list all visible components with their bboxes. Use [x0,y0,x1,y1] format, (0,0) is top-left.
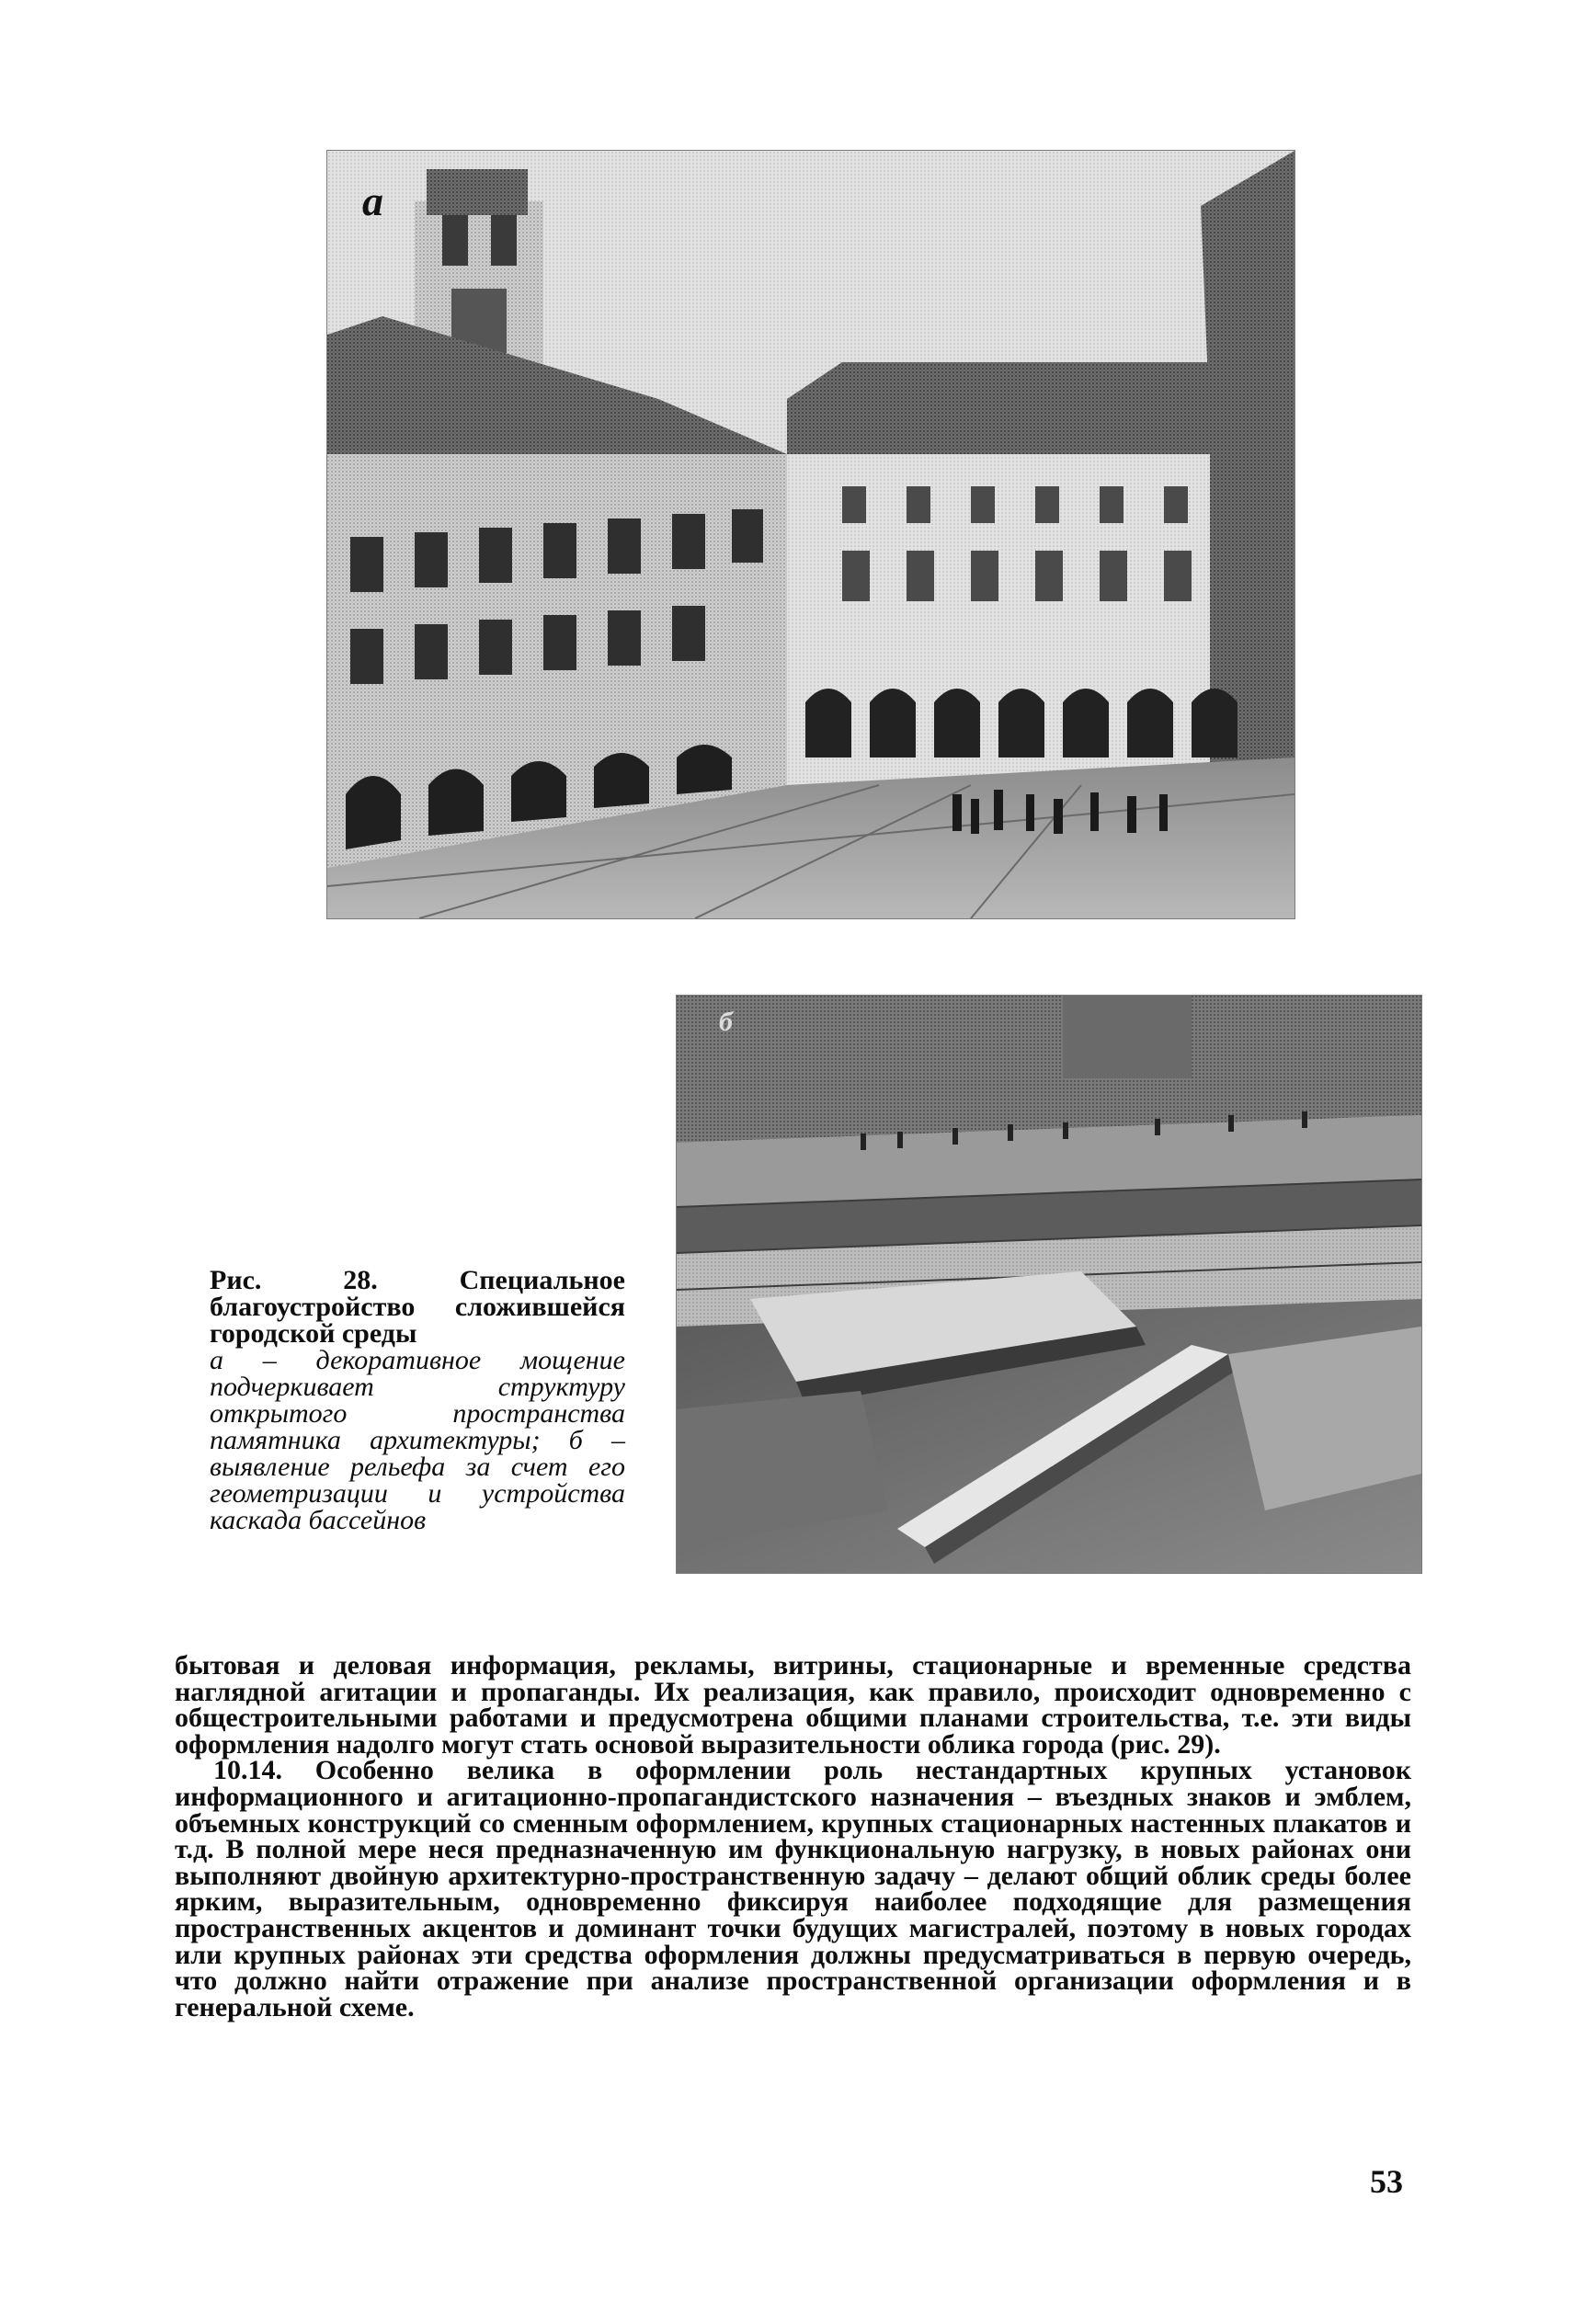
photo-pool-cascade [676,995,1422,1574]
courtyard-illustration [327,151,1295,918]
photo-a-label: а [362,177,383,224]
page-number: 53 [1370,2163,1403,2200]
pool-cascade-illustration [677,996,1421,1573]
photo-b-label: б [719,1007,733,1037]
caption-title: Рис. 28. Специальное благоустройство сложившейся городской среды [210,1265,625,1349]
paragraph-2: 10.14. Особенно велика в оформлении роль нестандартных крупных установок информационного и агитационно-пропагандистского назначения – въездных знаков и эмблем, объемных конструкций со сменным оформлением, крупных стационарных настенных плакатов и т.д. В полной мере неся предназначенную им функциональную нагрузку, в новых районах они выполняют двойную архитектурно-пространственную задачу – делают общий облик среды более ярким, выразительным, одновременно фиксируя наиболее подходящие для размещения пространственных акцентов и доминант точки будущих магистралей, поэтому в новых городах или крупных районах эти средства оформления должны предусматриваться в первую очередь, что должно найти отражение при анализе пространственной организации оформления и в генеральной схеме. [175,1755,1411,2022]
paragraph-1: бытовая и деловая информация, рекламы, витрины, стационарные и временные средства наглядной агитации и пропаганды. Их реализация, как правило, происходит одновременно с общестроительными работами и предусмотрена общими планами строительства, т.е. эти виды оформления надолго могут стать основой выразительности облика города (рис. 29). [175,1650,1411,1760]
figure-caption [210,1267,625,1533]
caption-description: а – декоративное мощение подчеркивает структуру открытого пространства памятника архитектуры; б – выявление рельефа за счет его геометризации и устройства каскада бассейнов [210,1345,625,1535]
body-text [175,1650,1411,2022]
photo-courtyard [326,150,1295,919]
